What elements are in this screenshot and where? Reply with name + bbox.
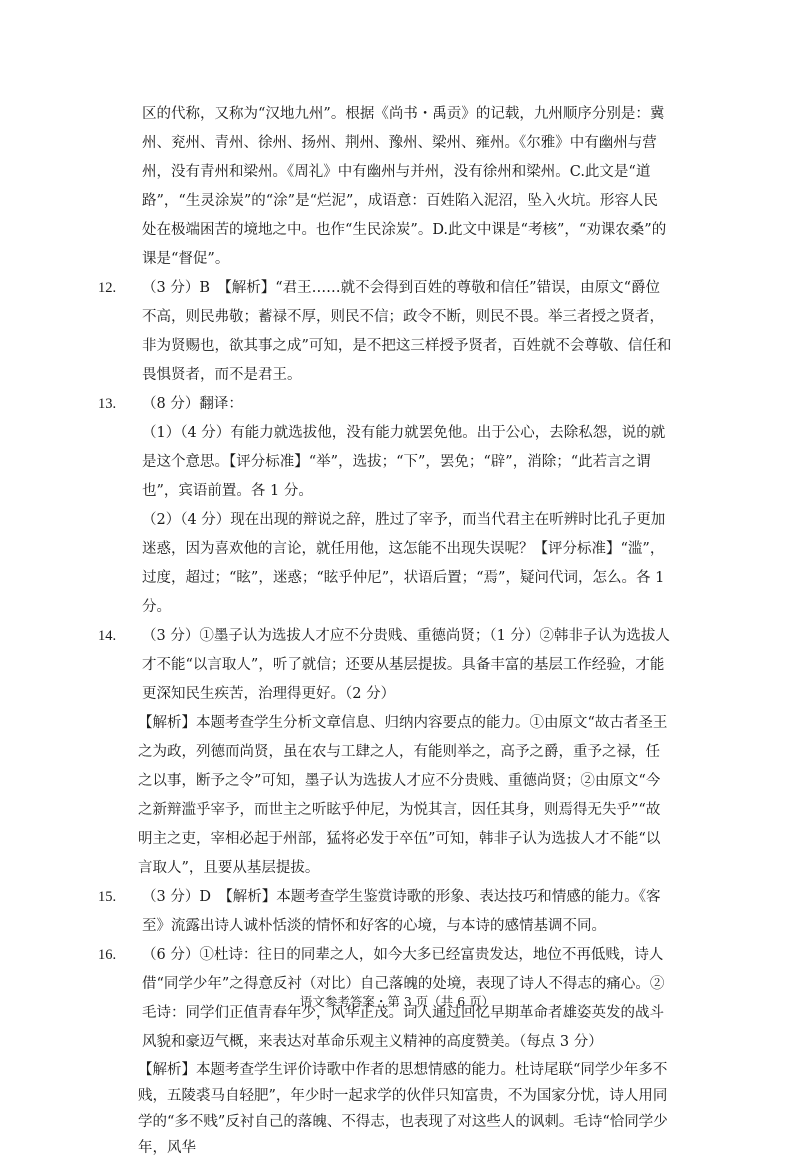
answer-item-16 [98, 941, 672, 1161]
item-text: （6 分）①杜诗：往日的同辈之人，如今大多已经富贵发达，地位不再低贱，诗人借“同学少年”之得意反衬（对比）自己落魄的处境，表现了诗人不得志的痛心。②毛诗：同学们正值青春年少，风华正茂。词人通过回忆早期革命者雄姿英发的战斗风貌和豪迈气概，来表达对革命乐观主义精神的高度赞美。（每点 3 分） [142, 947, 665, 1050]
item-number: 14. [98, 628, 117, 644]
item-analysis: 【解析】本题考查学生分析文章信息、归纳内容要点的能力。①由原文“故古者圣王之为政，列德而尚贤，虽在农与工肆之人，有能则举之，高予之爵，重予之禄，任之以事，断予之令”可知，墨子认为选拔人才应不分贵贱、重德尚贤；②由原文“今之新辩滥乎宰予，而世主之听眩乎仲尼，为悦其言，因任其身，则焉得无失乎”“故明主之吏，宰相必起于州部，猛将必发于卒伍”可知，韩非子认为选拔人才不能“以言取人”，且要从基层提拔。 [138, 715, 668, 876]
answer-item-14 [98, 622, 672, 883]
item-text: （3 分）D 【解析】本题考查学生鉴赏诗歌的形象、表达技巧和情感的能力。《客至》流露出诗人诚朴恬淡的情怀和好客的心境，与本诗的感情基调不同。 [142, 889, 661, 934]
item-number: 16. [98, 947, 117, 963]
answer-item-12 [98, 274, 672, 390]
answer-item-15 [98, 883, 672, 941]
item-text: （8 分）翻译： [142, 396, 243, 412]
answer-item-13 [98, 390, 672, 622]
translation-sub-1: （1）（4 分）有能力就选拔他，没有能力就罢免他。出于公心，去除私怨，说的就是这个意思。【评分标准】“举”，选拔；“下”，罢免；“辟”，消除；“此若言之谓也”，宾语前置。各 1 分。 [142, 425, 666, 499]
translation-sub-2: （2）（4 分）现在出现的辩说之辞，胜过了宰予，而当代君主在听辨时比孔子更加迷惑，因为喜欢他的言论，就任用他，这怎能不出现失误呢？【评分标准】“滥”，过度，超过；“眩”，迷惑；“眩乎仲尼”，状语后置；“焉”，疑问代词，怎么。各 1 分。 [142, 512, 666, 615]
item-analysis: 【解析】本题考查学生评价诗歌中作者的思想情感的能力。杜诗尾联“同学少年多不贱，五陵裘马自轻肥”，年少时一起求学的伙伴只知富贵，不为国家分忧，诗人用同学的“多不贱”反衬自己的落魄、不得志，也表现了对这些人的讽刺。毛诗“恰同学少年，风华 [138, 1062, 668, 1156]
item-number: 15. [98, 889, 117, 905]
item-number: 12. [98, 280, 117, 296]
item-number: 13. [98, 396, 117, 412]
item-text: （3 分）B 【解析】“君王……就不会得到百姓的尊敬和信任”错误，由原文“爵位不高，则民弗敬；蓄禄不厚，则民不信；政令不断，则民不畏。举三者授之贤者，非为贤赐也，欲其事之成”可知，是不把这三样授予贤者，百姓就不会尊敬、信任和畏惧贤者，而不是君王。 [142, 280, 672, 383]
item-text: （3 分）①墨子认为选拔人才应不分贵贱、重德尚贤；（1 分）②韩非子认为选拔人才不能“以言取人”，听了就信；还要从基层提拔。具备丰富的基层工作经验，才能更深知民生疾苦，治理得更好。（2 分） [142, 628, 670, 702]
continuation-paragraph: 区的代称，又称为“汉地九州”。根据《尚书・禹贡》的记载，九州顺序分别是：冀州、兖州、青州、徐州、扬州、荆州、豫州、梁州、雍州。《尔雅》中有幽州与营州，没有青州和梁州。《周礼》中有幽州与并州，没有徐州和梁州。C.此文是“道路”，“生灵涂炭”的“涂”是“烂泥”，成语意：百姓陷入泥沼，坠入火坑。形容人民处在极端困苦的境地之中。也作“生民涂炭”。D.此文中课是“考核”，“劝课农桑”的课是“督促”。 [142, 106, 667, 267]
page-footer: 语文参考答案・第 3 页（共 6 页） [299, 994, 495, 1009]
